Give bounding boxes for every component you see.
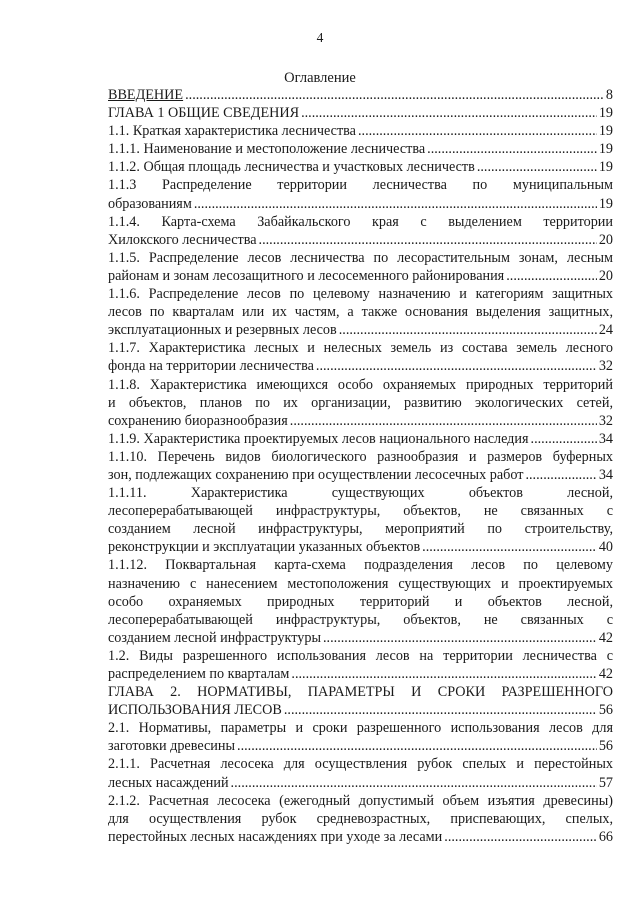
toc-entry-line: 1.1.7. Характеристика лесных и нелесных земель из состава земель лесного [108,340,613,357]
toc-entry[interactable] [108,792,613,846]
toc-entry-line: 1.1.11. Характеристика существующих объектов лесной, [108,485,613,502]
toc-entry-title: эксплуатационных и резервных лесов [108,322,337,339]
toc-page-number: 57 [598,774,613,791]
dot-leader [506,267,597,285]
toc-entry-title: 1.1.1. Наименование и местоположение лесничества [108,141,426,158]
toc-entry-title: заготовки древесины [108,738,236,755]
toc-page-number: 19 [598,105,613,122]
toc-entry-title: перестойных лесных насаждениях при уходе за лесами [108,828,443,845]
toc-entry-line: 1.1.12. Поквартальная карта-схема подразделения лесов по целевому [108,557,613,574]
toc-page-number: 19 [598,195,613,212]
toc-entry[interactable] [108,158,613,176]
dot-leader [231,774,597,792]
toc-entry[interactable] [108,339,613,375]
toc-entry[interactable] [108,176,613,212]
toc-entry-title: распределением по кварталам [108,666,290,682]
toc-entry-line: лесов по кварталам или их частям, а также основания выделения защитных, [108,304,613,321]
toc-entry[interactable] [108,430,613,448]
toc-entry-title: созданием лесной инфраструктуры [108,629,321,646]
toc-entry[interactable] [108,249,613,285]
toc-entry-title: лесных насаждений [108,774,229,791]
toc-page-number: 32 [598,358,613,375]
toc-page-number: 56 [598,702,613,719]
dot-leader [525,466,596,484]
toc-entry-title: образованиям [108,195,192,212]
toc-entry-line: 1.1.10. Перечень видов биологического разнообразия и размеров буферных [108,448,613,465]
toc-page-number: 19 [598,123,613,140]
toc-page-number: 24 [598,322,613,339]
toc-page-number: 32 [598,412,613,429]
toc-page-number: 19 [598,159,613,176]
toc-entry[interactable] [108,285,613,339]
toc-entry[interactable] [108,376,613,430]
toc-entry-line: 2.1.2. Расчетная лесосека (ежегодный допустимый объем изъятия древесины) [108,792,613,809]
toc-page-number: 66 [598,828,613,845]
toc-entry[interactable] [108,122,613,140]
toc-entry-line: назначению с нанесением местоположения существующих и проектируемых [108,575,613,592]
dot-leader [531,430,597,448]
dot-leader [185,86,604,104]
toc-page-number: 40 [598,539,613,556]
toc-page-number: 8 [605,87,613,103]
toc-entry[interactable] [108,484,613,556]
toc-entry-line: лесоперерабатывающей инфраструктуры, объектов, не связанных с [108,503,613,520]
dot-leader [284,701,597,719]
toc-entry-line: 2.1.1. Расчетная лесосека для осуществления рубок спелых и перестойных [108,756,613,773]
toc-entry-line: 2.1. Нормативы, параметры и сроки разрешенного использования лесов для [108,720,613,737]
toc-entry-title: сохранению биоразнообразия [108,412,288,429]
table-of-contents [108,86,613,846]
dot-leader [477,158,597,176]
dot-leader [237,737,597,755]
toc-entry[interactable] [108,719,613,755]
dot-leader [301,104,597,122]
toc-entry-title: районам и зонам лесозащитного и лесосеменного районирования [108,267,505,284]
toc-page-number: 42 [598,629,613,646]
toc-entry[interactable] [108,647,613,683]
page-number: 4 [316,30,324,45]
toc-entry-title: 1.1. Краткая характеристика лесничества [108,123,356,140]
dot-leader [291,665,596,683]
dot-leader [323,629,597,647]
toc-entry-line: лесоперерабатывающей инфраструктуры, объектов, не связанных с [108,611,613,628]
toc-entry-title: 1.1.2. Общая площадь лесничества и участковых лесничеств [108,159,475,176]
toc-entry-line: 1.1.8. Характеристика имеющихся особо охраняемых природных территорий [108,376,613,393]
dot-leader [422,538,597,556]
toc-entry[interactable] [108,556,613,646]
toc-entry[interactable] [108,104,613,122]
toc-entry-line: особо охраняемых природных территорий и объектов лесной, [108,593,613,610]
toc-entry[interactable] [108,213,613,249]
dot-leader [290,412,597,430]
toc-entry[interactable] [108,86,613,104]
toc-page-number: 56 [598,738,613,755]
toc-entry-title: ВВЕДЕНИЕ [108,87,184,103]
toc-entry-line: и объектов, планов по их организации, развитию экологических сетей, [108,394,613,411]
toc-entry[interactable] [108,755,613,791]
toc-entry-title: реконструкции и эксплуатации указанных объектов [108,539,421,556]
dot-leader [316,357,597,375]
toc-page-number: 20 [598,267,613,284]
toc-entry[interactable] [108,683,613,719]
toc-entry-line: для осуществления рубок средневозрастных, приспевающих, спелых, [108,810,613,827]
toc-title: Оглавление [284,70,356,86]
toc-entry-line: 1.1.4. Карта-схема Забайкальского края с выделением территории [108,213,613,230]
toc-entry-line: 1.1.3 Распределение территории лесничества по муниципальным [108,177,613,194]
toc-entry-line: ГЛАВА 2. НОРМАТИВЫ, ПАРАМЕТРЫ И СРОКИ РАЗРЕШЕННОГО [108,684,613,701]
toc-entry-title: фонда на территории лесничества [108,358,314,375]
dot-leader [444,828,597,846]
toc-entry-title: 1.1.9. Характеристика проектируемых лесов национального наследия [108,430,529,447]
toc-page-number: 19 [598,141,613,158]
toc-entry-title: Хилокского лесничества [108,231,257,248]
toc-entry-line: созданием лесной инфраструктуры, мероприятий по строительству, [108,521,613,538]
toc-page-number: 20 [598,231,613,248]
toc-entry[interactable] [108,140,613,158]
toc-entry-title: ИСПОЛЬЗОВАНИЯ ЛЕСОВ [108,702,282,719]
toc-entry-line: 1.1.6. Распределение лесов по целевому назначению и категориям защитных [108,286,613,303]
dot-leader [259,231,597,249]
toc-entry-line: 1.2. Виды разрешенного использования лесов на территории лесничества с [108,647,613,664]
toc-entry[interactable] [108,448,613,484]
dot-leader [427,140,597,158]
toc-page-number: 34 [598,466,613,483]
toc-entry-title: ГЛАВА 1 ОБЩИЕ СВЕДЕНИЯ [108,105,300,122]
toc-page-number: 34 [598,430,613,447]
toc-entry-line: 1.1.5. Распределение лесов лесничества по лесорастительным зонам, лесным [108,249,613,266]
toc-page-number: 42 [598,666,613,682]
dot-leader [339,321,597,339]
dot-leader [358,122,597,140]
toc-entry-title: зон, подлежащих сохранению при осуществлении лесосечных работ [108,466,524,483]
dot-leader [194,195,597,213]
